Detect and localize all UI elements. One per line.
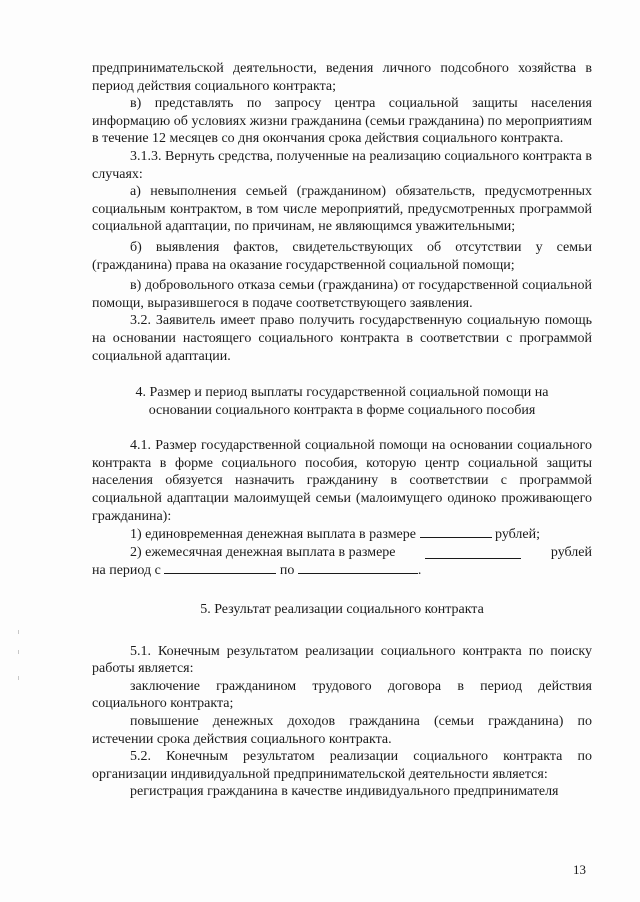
paragraph-5-1-item-2: повышение денежных доходов гражданина (семьи гражданина) по истечении срока действия социального контракта. bbox=[92, 714, 592, 747]
paragraph-5-2-item-1: регистрация гражданина в качестве индивидуального предпринимателя bbox=[130, 784, 559, 800]
section-4-heading-line-1: 4. Размер и период выплаты государственной социальной помощи на bbox=[135, 385, 549, 401]
period-to-label: по bbox=[279, 563, 295, 579]
paragraph-3-2: 3.2. Заявитель имеет право получить государственную социальную помощь на основании настоящего социального контракта в соответствии с программой социальной адаптации. bbox=[92, 313, 592, 364]
one-time-payment-label: 1) единовременная денежная выплата в размере bbox=[130, 527, 416, 543]
paragraph-3-1-2-v: в) представлять по запросу центра социальной защиты населения информацию об условиях жизни гражданина (семьи гражданина) по мероприятиям в течение 12 месяцев со дня окончания срока действия социального контракта. bbox=[92, 96, 592, 147]
paragraph-continuation: предпринимательской деятельности, ведения личного подсобного хозяйства в период действия социального контракта; bbox=[92, 61, 592, 94]
paragraph-3-1-3: 3.1.3. Вернуть средства, полученные на реализацию социального контракта в случаях: bbox=[92, 148, 592, 182]
monthly-payment-amount-blank bbox=[425, 546, 521, 559]
paragraph-4-1-2-period bbox=[92, 561, 592, 580]
paragraph-4-1-1 bbox=[92, 525, 592, 544]
monthly-payment-unit: рублей bbox=[550, 544, 592, 560]
paragraph-5-1-item-1: заключение гражданином трудового договора в период действия социального контракта; bbox=[92, 678, 592, 712]
section-5-heading: 5. Результат реализации социального контракта bbox=[200, 602, 484, 618]
monthly-payment-label: 2) ежемесячная денежная выплата в размере bbox=[130, 544, 396, 560]
section-4-heading-line-2: основании социального контракта в форме социального пособия bbox=[148, 402, 536, 418]
scan-artifact bbox=[18, 676, 19, 680]
page-number: 13 bbox=[573, 862, 586, 877]
paragraph-4-1-2 bbox=[92, 544, 592, 562]
paragraph-3-1-3-v: в) добровольного отказа семьи (гражданина) от государственной социальной помощи, выразившегося в подаче соответствующего заявления. bbox=[92, 278, 592, 311]
document-body bbox=[92, 60, 592, 801]
one-time-payment-unit: рублей; bbox=[495, 527, 540, 543]
scan-artifact bbox=[18, 630, 19, 634]
scan-artifact bbox=[18, 650, 19, 654]
paragraph-5-1: 5.1. Конечным результатом реализации социального контракта по поиску работы является: bbox=[92, 643, 592, 677]
paragraph-3-1-3-b: б) выявления фактов, свидетельствующих об отсутствии у семьи (гражданина) права на оказание государственной социальной помощи; bbox=[92, 239, 592, 273]
one-time-payment-amount-blank bbox=[420, 525, 492, 538]
period-end-mark: . bbox=[417, 563, 422, 579]
period-from-blank bbox=[164, 561, 276, 574]
section-4-heading bbox=[92, 384, 592, 419]
period-to-blank bbox=[298, 561, 418, 574]
paragraph-4-1: 4.1. Размер государственной социальной помощи на основании социального контракта в форме социального пособия, которую центр социальной защиты населения обязуется назначить гражданину в соответствии с программой социальной адаптации малоимущей семьи (малоимущего одиноко проживающего гражданина): bbox=[92, 438, 592, 524]
paragraph-5-2: 5.2. Конечным результатом реализации социального контракта по организации индивидуальной предпринимательской деятельности является: bbox=[92, 749, 592, 782]
paragraph-3-1-3-a: а) невыполнения семьей (гражданином) обязательств, предусмотренных социальным контрактом, в том числе мероприятий, предусмотренных программой социальной адаптации, по причинам, не являющимся уважительными; bbox=[92, 184, 592, 235]
period-from-label: на период с bbox=[92, 563, 161, 579]
